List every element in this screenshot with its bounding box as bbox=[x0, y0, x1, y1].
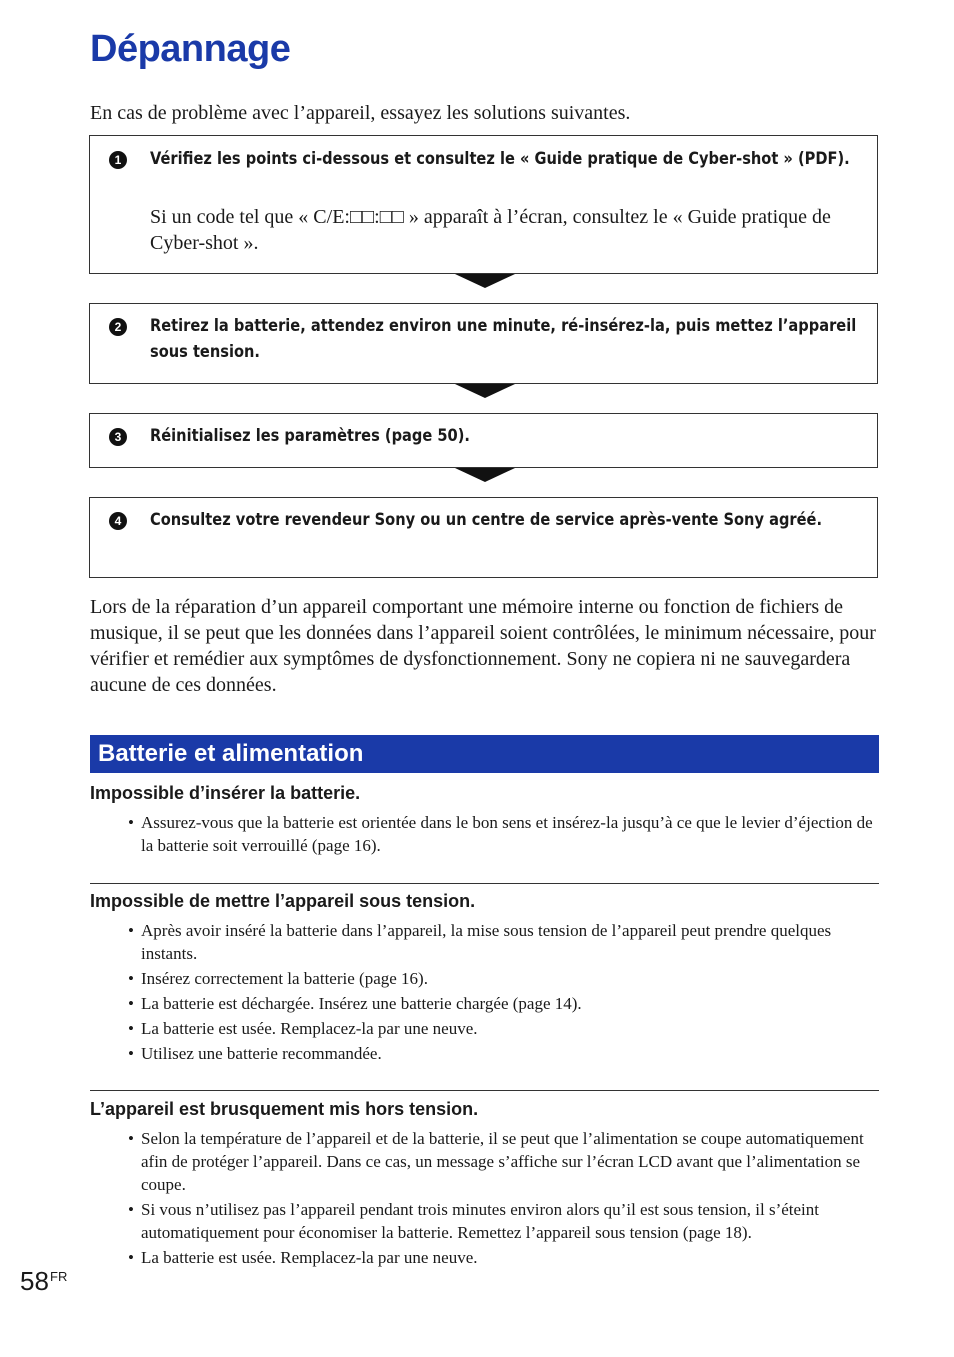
bullet-icon: • bbox=[128, 1129, 134, 1148]
bullet-icon: • bbox=[128, 1200, 134, 1219]
bullet-icon: • bbox=[128, 969, 134, 988]
problem-question: Impossible d’insérer la batterie. bbox=[90, 783, 361, 803]
bullet-icon: • bbox=[128, 1044, 134, 1063]
step-number-badge: 4 bbox=[109, 512, 127, 530]
list-item: • Selon la température de l’appareil et de la batterie, il se peut que l’alimentation se coupe automatiquement afin de protéger l’appareil. Dans ce cas, un message s’affiche sur l’écran LCD avant que l’alimentation se coupe. bbox=[128, 1129, 864, 1194]
step-box-1 bbox=[89, 135, 878, 274]
problem-question: L’appareil est brusquement mis hors tension. bbox=[90, 1099, 479, 1119]
intro-text: En cas de problème avec l’appareil, essayez les solutions suivantes. bbox=[90, 102, 631, 124]
bullet-icon: • bbox=[128, 1019, 134, 1038]
down-arrow-icon bbox=[455, 384, 515, 398]
answer-list bbox=[128, 811, 876, 859]
step-number-badge: 3 bbox=[109, 428, 127, 446]
list-item: • Après avoir inséré la batterie dans l’appareil, la mise sous tension de l’appareil peut prendre quelques instants. bbox=[128, 921, 832, 963]
answer-list bbox=[128, 1127, 876, 1271]
section-header-bar bbox=[90, 735, 879, 773]
step-number-badge: 2 bbox=[109, 318, 127, 336]
step-box-4 bbox=[89, 497, 878, 578]
answer-list bbox=[128, 919, 876, 1067]
step-heading: Consultez votre revendeur Sony ou un centre de service après-vente Sony agréé. bbox=[150, 510, 823, 530]
list-item: • La batterie est déchargée. Insérez une batterie chargée (page 14). bbox=[128, 994, 582, 1013]
step-heading: Réinitialisez les paramètres (page 50). bbox=[150, 426, 470, 446]
list-item: • La batterie est usée. Remplacez-la par une neuve. bbox=[128, 1248, 478, 1267]
list-item: • La batterie est usée. Remplacez-la par une neuve. bbox=[128, 1019, 478, 1038]
step-box-3 bbox=[89, 413, 878, 468]
page-number: 58 bbox=[20, 1266, 49, 1296]
down-arrow-icon bbox=[455, 274, 515, 288]
problem-question: Impossible de mettre l’appareil sous tension. bbox=[90, 891, 476, 911]
page-title: Dépannage bbox=[90, 28, 291, 70]
repair-note-paragraph: Lors de la réparation d’un appareil comportant une mémoire interne ou fonction de fichiers de musique, il se peut que les données dans l’appareil soient contrôlées, le minimum nécessaire, pour vérifier et remédier aux symptômes de dysfonctionnement. Sony ne copiera ni ne sauvegardera aucune de ces données. bbox=[90, 596, 876, 696]
list-item: • Utilisez une batterie recommandée. bbox=[128, 1044, 382, 1063]
divider bbox=[90, 1090, 879, 1091]
step-heading: Vérifiez les points ci-dessous et consultez le « Guide pratique de Cyber-shot » (PDF). bbox=[150, 149, 850, 169]
section-title: Batterie et alimentation bbox=[98, 740, 364, 767]
bullet-icon: • bbox=[128, 921, 134, 940]
step-number-badge: 1 bbox=[109, 151, 127, 169]
divider bbox=[90, 883, 879, 884]
step-heading: Retirez la batterie, attendez environ une minute, ré-insérez-la, puis mettez l’appareil sous tension. bbox=[150, 316, 857, 362]
step-box-2 bbox=[89, 303, 878, 384]
bullet-icon: • bbox=[128, 1248, 134, 1267]
page-language-code: FR bbox=[50, 1269, 68, 1284]
list-item: • Assurez-vous que la batterie est orientée dans le bon sens et insérez-la jusqu’à ce que le levier d’éjection de la batterie soit verrouillé (page 16). bbox=[128, 813, 873, 855]
list-item: • Insérez correctement la batterie (page 16). bbox=[128, 969, 428, 988]
list-item: • Si vous n’utilisez pas l’appareil pendant trois minutes environ alors qu’il est sous tension, il s’éteint automatiquement pour économiser la batterie. Remettez l’appareil sous tension (page 18). bbox=[128, 1200, 819, 1242]
bullet-icon: • bbox=[128, 994, 134, 1013]
step-note: Si un code tel que « C/E:□□:□□ » apparaît à l’écran, consultez le « Guide pratique de Cyber-shot ». bbox=[150, 206, 831, 254]
down-arrow-icon bbox=[455, 468, 515, 482]
bullet-icon: • bbox=[128, 813, 134, 832]
